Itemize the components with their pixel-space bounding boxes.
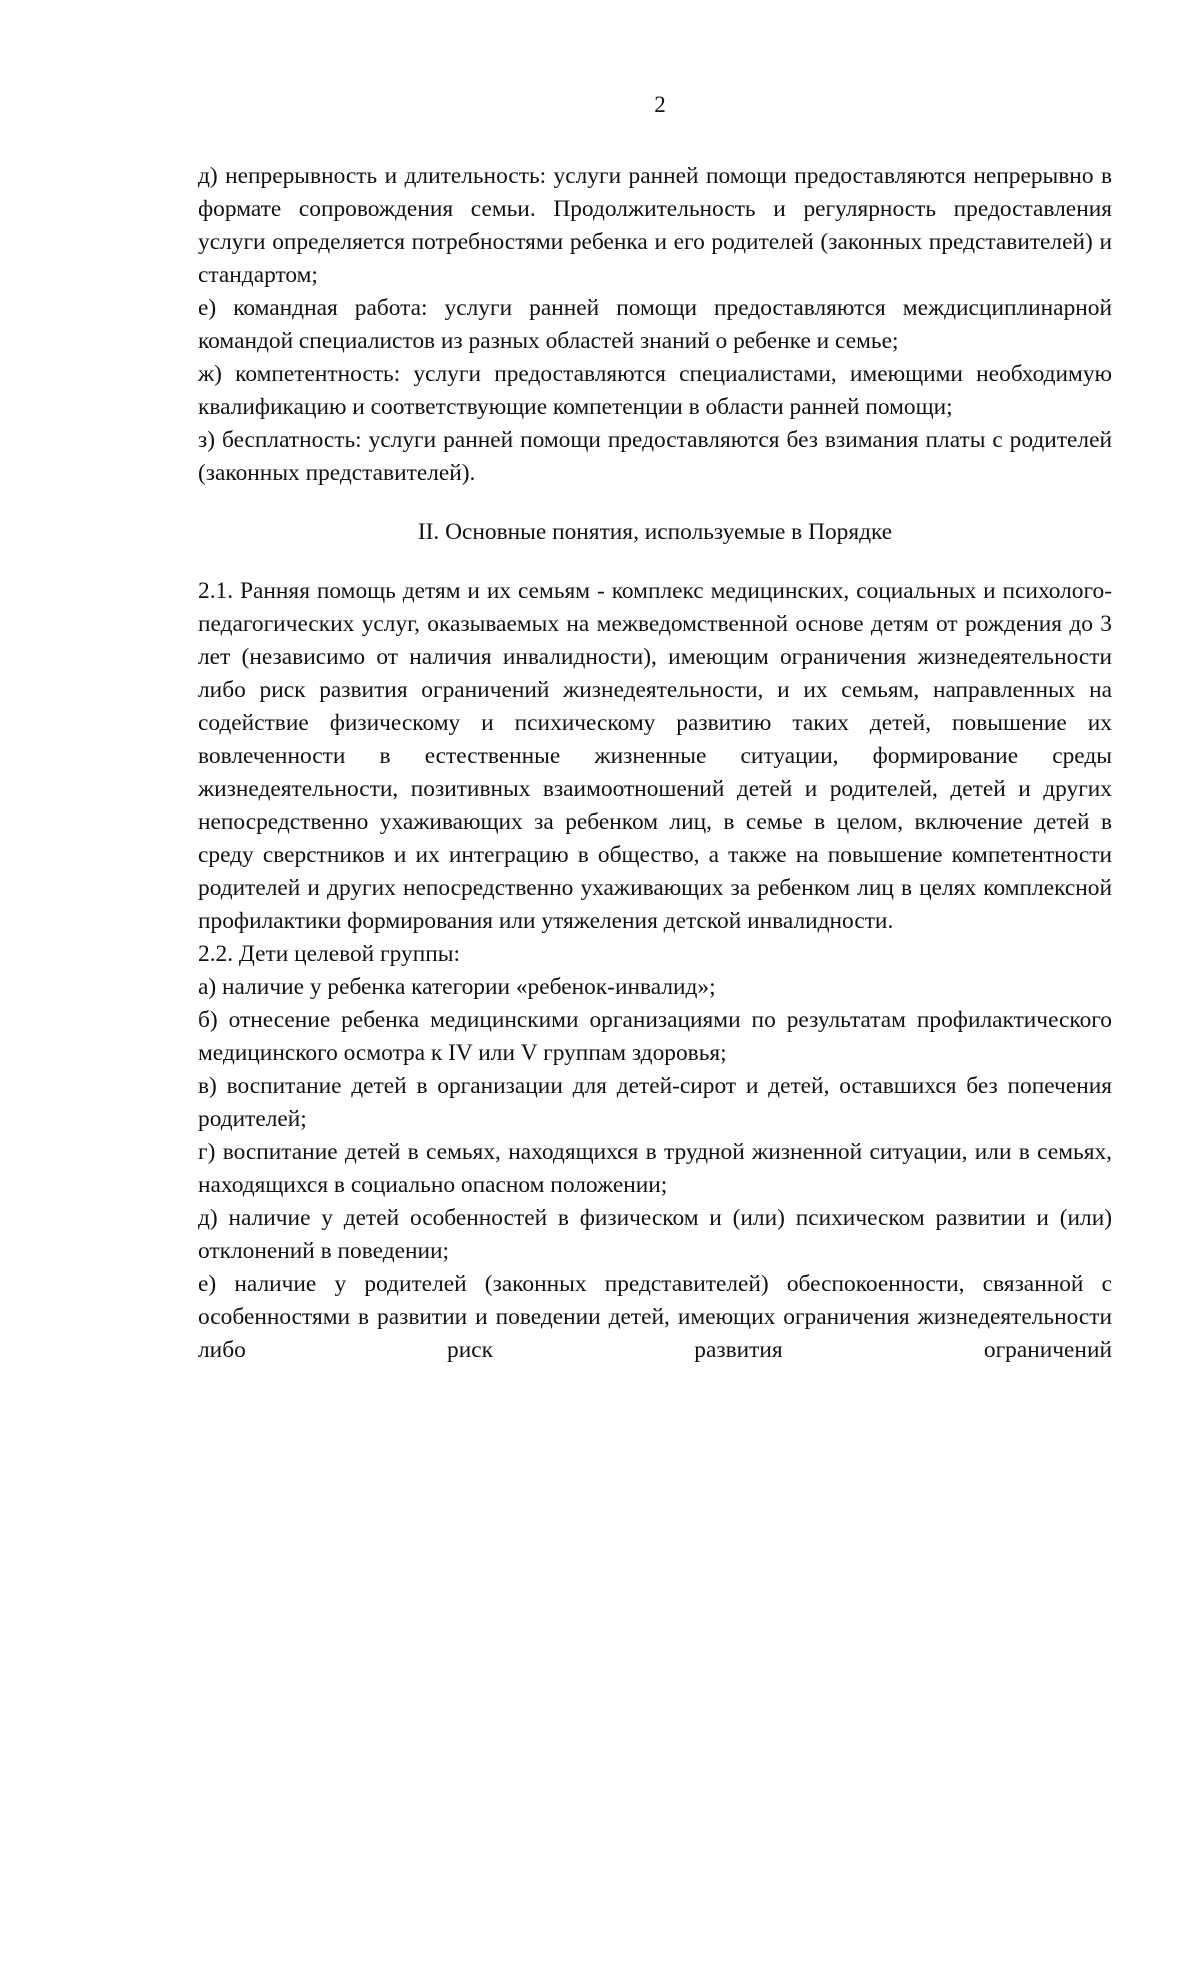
paragraph-item-a: а) наличие у ребенка категории «ребенок-инвалид»; [198, 974, 716, 1000]
paragraph-item-e: е) командная работа: услуги ранней помощи предоставляются междисциплинарной командой специалистов из разных областей знаний о ребенке и семье; [198, 295, 1112, 354]
paragraph-item-zh: ж) компетентность: услуги предоставляются специалистами, имеющими необходимую квалификацию и соответствующие компетенции в области ранней помощи; [198, 361, 1112, 420]
paragraph-item-z: з) бесплатность: услуги ранней помощи предоставляются без взимания платы с родителей (законных представителей). [198, 427, 1112, 486]
paragraph-item-e2: е) наличие у родителей (законных представителей) обеспокоенности, связанной с особенностями в развитии и поведении детей, имеющих ограничения жизнедеятельности либо риск развития ограничений [198, 1271, 1112, 1363]
paragraph-item-g: г) воспитание детей в семьях, находящихся в трудной жизненной ситуации, или в семьях, находящихся в социально опасном положении; [198, 1139, 1112, 1198]
paragraph-item-v: в) воспитание детей в организации для детей-сирот и детей, оставшихся без попечения родителей; [198, 1073, 1112, 1132]
paragraph-item-b: б) отнесение ребенка медицинскими организациями по результатам профилактического медицинского осмотра к IV или V группам здоровья; [198, 1007, 1112, 1066]
section-heading: II. Основные понятия, используемые в Порядке [417, 519, 893, 545]
page-number: 2 [654, 92, 666, 117]
paragraph-item-d2: д) наличие у детей особенностей в физическом и (или) психическом развитии и (или) отклонений в поведении; [198, 1205, 1112, 1264]
document-body [198, 160, 1112, 1367]
paragraph-2-1: 2.1. Ранняя помощь детям и их семьям - комплекс медицинских, социальных и психолого-педагогических услуг, оказываемых на межведомственной основе детям от рождения до 3 лет (независимо от наличия инвалидности), имеющим ограничения жизнедеятельности либо риск развития ограничений жизнедеятельности, и их семьям, направленных на содействие физическому и психическому развитию таких детей, повышение их вовлеченности в естественные жизненные ситуации, формирование среды жизнедеятельности, позитивных взаимоотношений детей и родителей, детей и других непосредственно ухаживающих за ребенком лиц, в семье в целом, включение детей в среду сверстников и их интеграцию в общество, а также на повышение компетентности родителей и других непосредственно ухаживающих за ребенком лиц в целях комплексной профилактики формирования или утяжеления детской инвалидности. [198, 578, 1112, 934]
paragraph-item-d: д) непрерывность и длительность: услуги ранней помощи предоставляются непрерывно в формате сопровождения семьи. Продолжительность и регулярность предоставления услуги определяется потребностями ребенка и его родителей (законных представителей) и стандартом; [198, 163, 1112, 288]
paragraph-2-2: 2.2. Дети целевой группы: [198, 941, 460, 967]
